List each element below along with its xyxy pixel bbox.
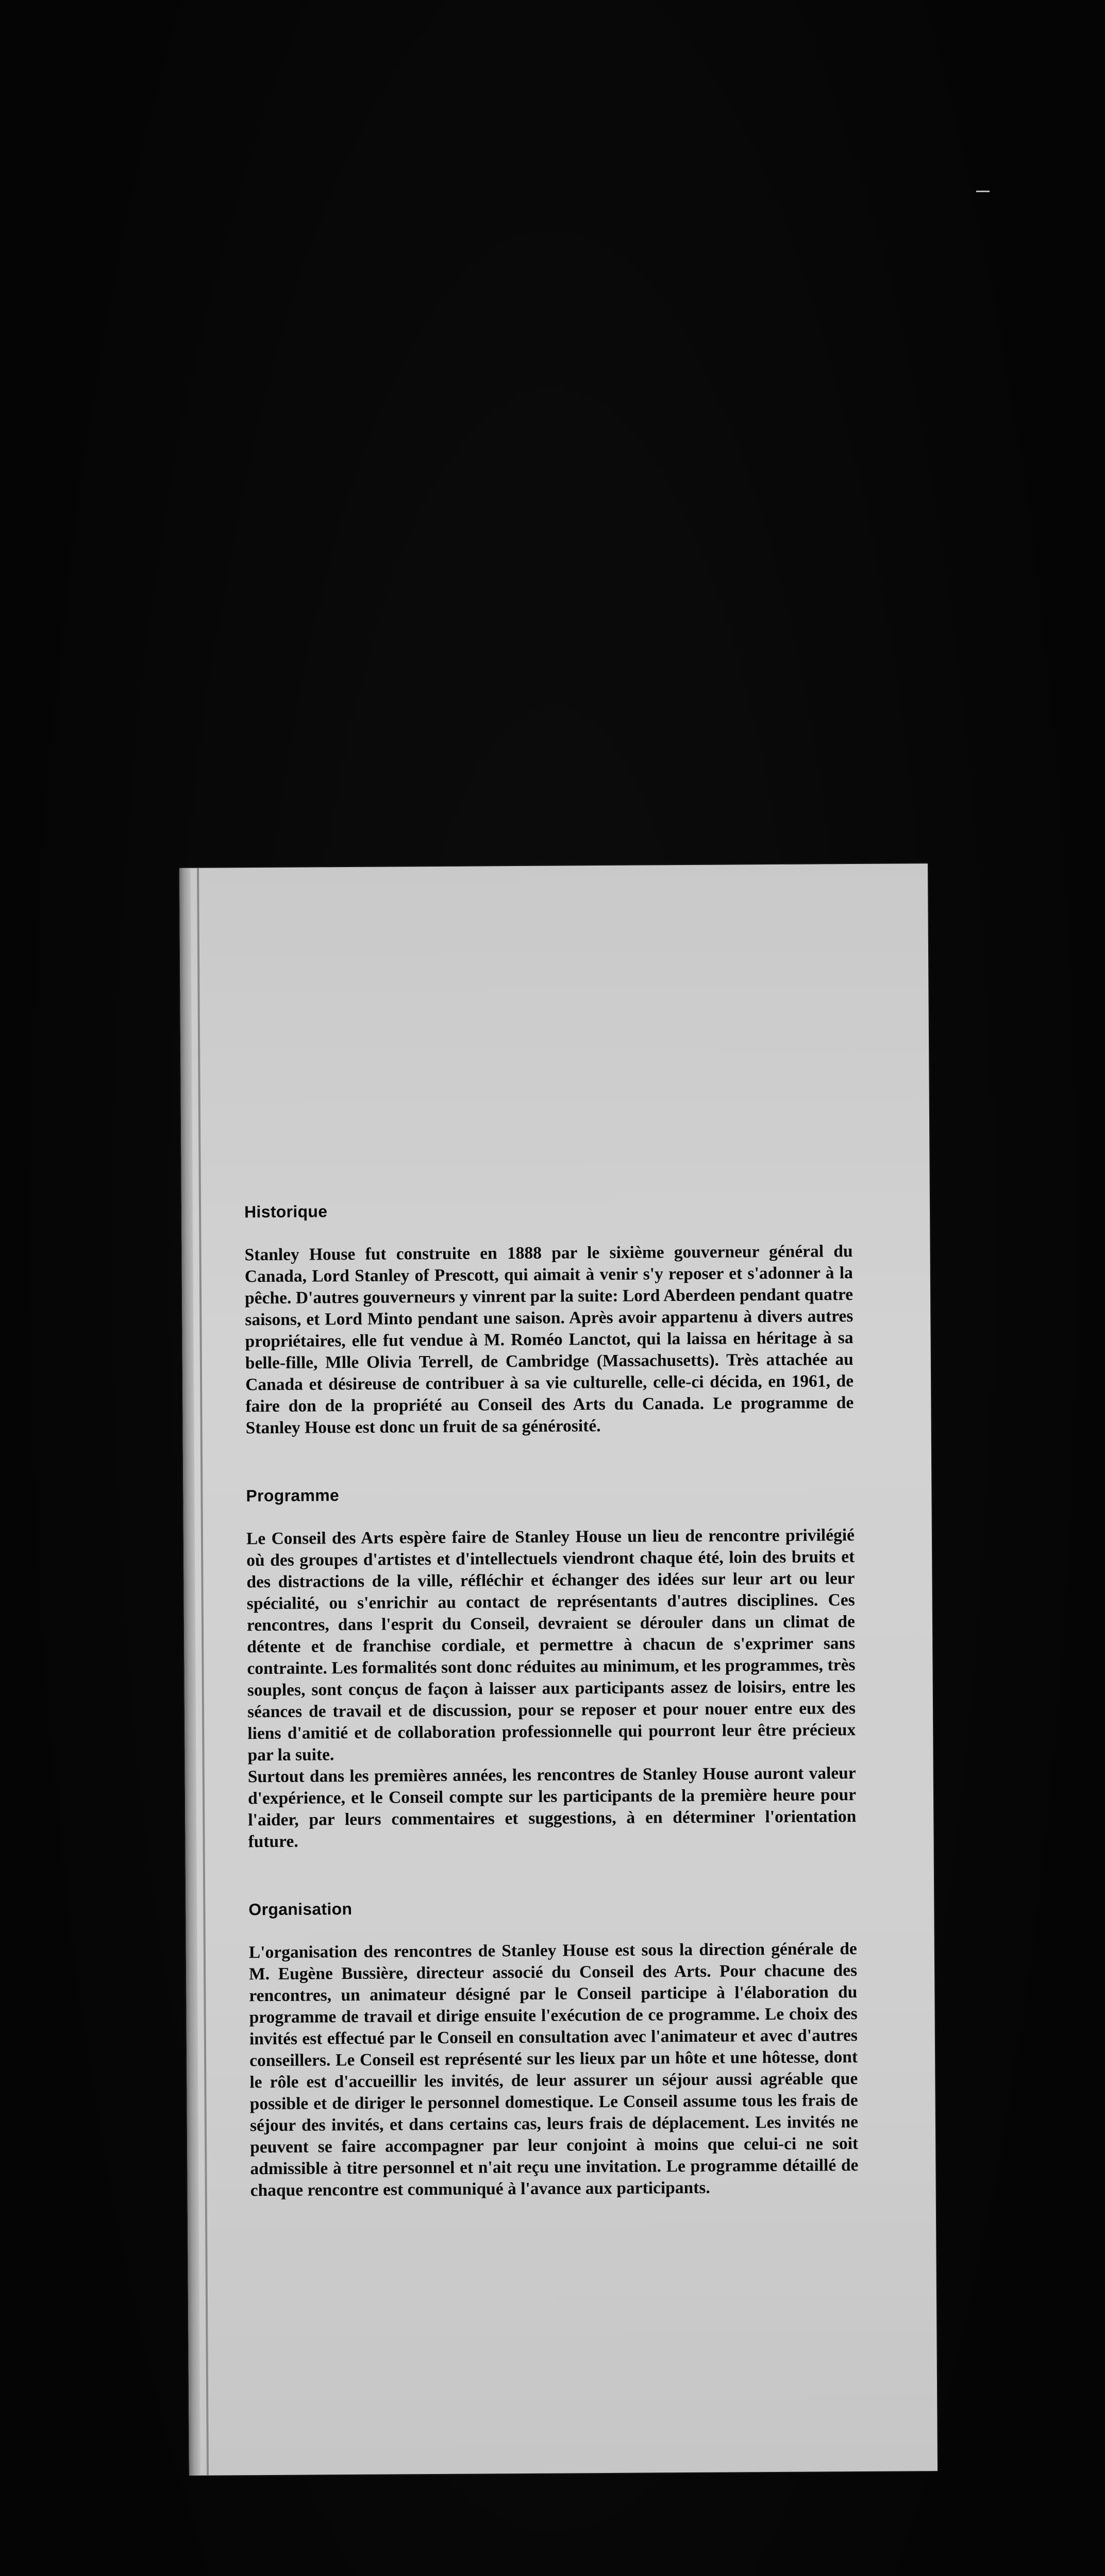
section-heading: Historique	[244, 1202, 328, 1222]
section-historique	[244, 1199, 854, 1439]
section-paragraph: Stanley House fut construite en 1888 par le sixième gouverneur général du Canada, Lord Stanley of Prescott, qui aimait à venir s'y reposer et s'adonner à la pêche. D'autres gouverneurs y vinrent par la suite: Lord Aberdeen pendant quatre saisons, et Lord Minto pendant une saison. Après avoir appartenu à divers autres propriétaires, elle fut vendue à M. Roméo Lanctot, qui la laissa en héritage à sa belle-fille, Mlle Olivia Terrell, de Cambridge (Massachusetts). Très attachée au Canada et désireuse de contribuer à sa vie culturelle, celle-ci décida, en 1961, de faire don de la propriété au Conseil des Arts du Canada. Le programme de Stanley House est donc un fruit de sa générosité.	[244, 1242, 854, 1438]
section-heading: Programme	[246, 1486, 340, 1505]
section-paragraph: Surtout dans les premières années, les rencontres de Stanley House auront valeur d'expérience, et le Conseil compte sur les participants de la première heure pour l'aider, par leurs commentaires et suggestions, à en déterminer l'orientation future.	[247, 1764, 857, 1852]
section-programme	[246, 1483, 856, 1853]
section-paragraph: Le Conseil des Arts espère faire de Stanley House un lieu de rencontre privilégié où des groupes d'artistes et d'intellectuels viendront chaque été, loin des bruits et des distractions de la ville, réfléchir et échanger des idées sur leur art ou leur spécialité, ou s'enrichir au contact de représentants d'autres disciplines. Ces rencontres, dans l'esprit du Conseil, devraient se dérouler dans un climat de détente et de franchise cordiale, et permettre à chacun de s'exprimer sans contrainte. Les formalités sont donc réduites au minimum, et les programmes, très souples, sont conçus de façon à laisser aux participants assez de loisirs, entre les séances de travail et de discussion, pour se reposer et pour nouer entre eux des liens d'amitié et de collaboration professionnelle qui pourront leur être précieux par la suite.	[246, 1526, 856, 1765]
page-content	[244, 1199, 859, 2249]
section-heading: Organisation	[248, 1899, 353, 1919]
film-scratch	[976, 191, 990, 192]
document-page	[179, 863, 937, 2476]
section-paragraph: L'organisation des rencontres de Stanley House est sous la direction générale de M. Eugène Bussière, directeur associé du Conseil des Arts. Pour chacune des rencontres, un animateur désigné par le Conseil participe à l'élaboration du programme de travail et dirige ensuite l'exécution de ce programme. Le choix des invités est effectué par le Conseil en consultation avec l'animateur et avec d'autres conseillers. Le Conseil est représenté sur les lieux par un hôte et une hôtesse, dont le rôle est d'accueillir les invités, de leur assurer un séjour aussi agréable que possible et de diriger le personnel domestique. Le Conseil assume tous les frais de séjour des invités, et dans certains cas, leurs frais de déplacement. Les invités ne peuvent se faire accompagner par leur conjoint à moins que celui-ci ne soit admissible à titre personnel et n'ait reçu une invitation. Le programme détaillé de chaque rencontre est communiqué à l'avance aux participants.	[248, 1939, 859, 2200]
section-organisation	[248, 1896, 859, 2201]
